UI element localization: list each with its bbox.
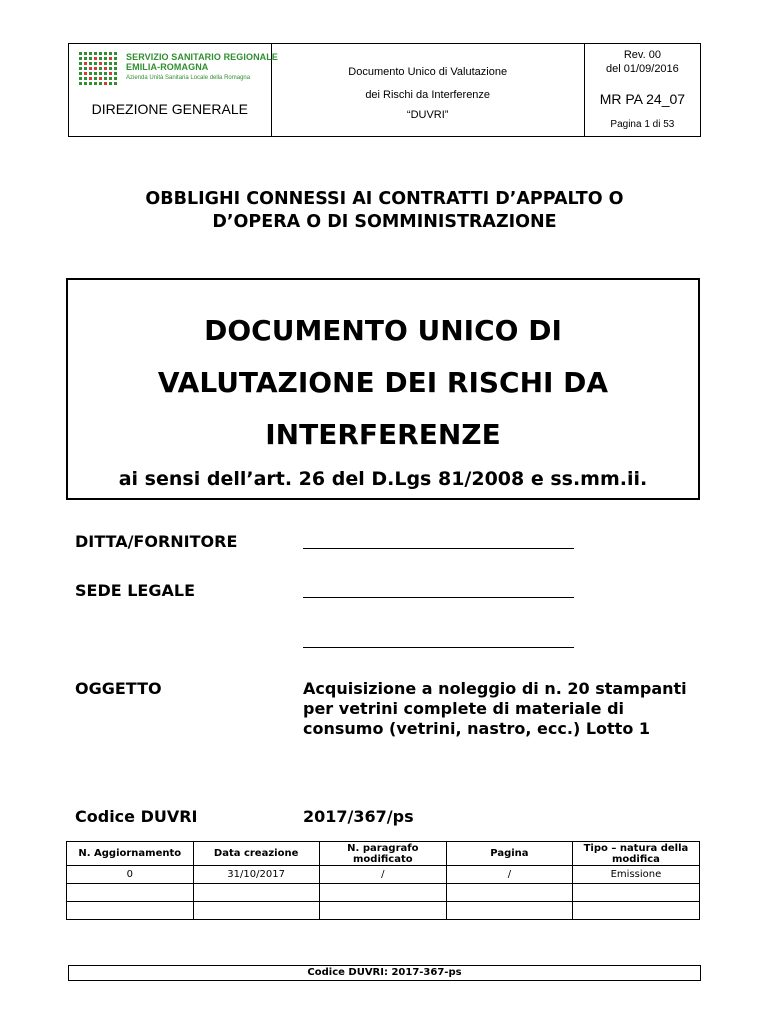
header-revision-cell: [585, 44, 700, 136]
ditta-label: DITTA/FORNITORE: [75, 532, 238, 551]
document-code: MR PA 24_07: [599, 91, 686, 107]
column-header: N. paragrafo modificato: [319, 842, 446, 866]
table-cell: [67, 884, 194, 902]
codice-value: 2017/367/ps: [303, 807, 414, 826]
organization-logo: [79, 52, 278, 88]
table-cell: [572, 902, 699, 920]
main-title-line-2: VALUTAZIONE DEI RISCHI DA: [157, 366, 609, 399]
table-header-row: [67, 842, 700, 866]
main-subtitle: ai sensi dell’art. 26 del D.Lgs 81/2008 e ss.mm.ii.: [118, 468, 648, 490]
table-cell: [319, 884, 446, 902]
column-header: Tipo – natura della modifica: [572, 842, 699, 866]
revision-date: del 01/09/2016: [606, 63, 679, 75]
page-footer: Codice DUVRI: 2017-367-ps: [68, 965, 701, 981]
logo-text: [126, 52, 278, 83]
sede-blank-line-2: [303, 647, 574, 648]
doc-title-line-1: Documento Unico di Valutazione: [348, 66, 508, 78]
logo-dot-grid-icon: [79, 52, 121, 88]
table-cell: [193, 902, 319, 920]
document-subtitle: [68, 188, 701, 234]
table-cell: Emissione: [572, 866, 699, 884]
table-cell: [193, 884, 319, 902]
doc-title-line-3: “DUVRI”: [406, 109, 449, 121]
column-header: N. Aggiornamento: [67, 842, 194, 866]
table-row: [67, 866, 700, 884]
table-cell: [446, 884, 572, 902]
table-cell: /: [319, 866, 446, 884]
ditta-blank-line: [303, 548, 574, 549]
column-header: Data creazione: [193, 842, 319, 866]
logo-line-1: SERVIZIO SANITARIO REGIONALE: [126, 52, 278, 62]
department-name: DIREZIONE GENERALE: [91, 101, 248, 117]
header-logo-cell: [69, 44, 278, 136]
document-header: [68, 43, 701, 137]
subtitle-line-1: OBBLIGHI CONNESSI AI CONTRATTI D’APPALTO O: [145, 189, 624, 209]
table-cell: 0: [67, 866, 194, 884]
column-header: Pagina: [446, 842, 572, 866]
oggetto-value: Acquisizione a noleggio di n. 20 stampanti per vetrini complete di materiale di consumo (vetrini, nastro, ecc.) Lotto 1: [303, 679, 687, 738]
updates-table: [66, 841, 700, 920]
logo-line-3: Azienda Unità Sanitaria Locale della Romagna: [126, 75, 251, 81]
page-info: Pagina 1 di 53: [610, 119, 675, 130]
main-title-box: [66, 278, 700, 500]
codice-label: Codice DUVRI: [75, 807, 198, 826]
table-cell: [446, 902, 572, 920]
subtitle-line-2: D’OPERA O DI SOMMINISTRAZIONE: [212, 212, 557, 232]
main-title: [68, 305, 698, 461]
main-title-line-3: INTERFERENZE: [265, 418, 501, 451]
logo-line-2: EMILIA-ROMAGNA: [126, 62, 209, 72]
table-row: [67, 902, 700, 920]
main-title-line-1: DOCUMENTO UNICO DI: [204, 314, 562, 347]
table-cell: [572, 884, 699, 902]
table-cell: [67, 902, 194, 920]
header-title-cell: [272, 44, 585, 136]
revision-number: Rev. 00: [623, 49, 661, 61]
sede-label: SEDE LEGALE: [75, 581, 195, 600]
table-cell: 31/10/2017: [193, 866, 319, 884]
table-cell: [319, 902, 446, 920]
oggetto-label: OGGETTO: [75, 679, 162, 698]
revision-info: [585, 48, 700, 76]
doc-title-line-2: dei Rischi da Interferenze: [365, 89, 491, 101]
table-cell: /: [446, 866, 572, 884]
sede-blank-line-1: [303, 597, 574, 598]
table-row: [67, 884, 700, 902]
